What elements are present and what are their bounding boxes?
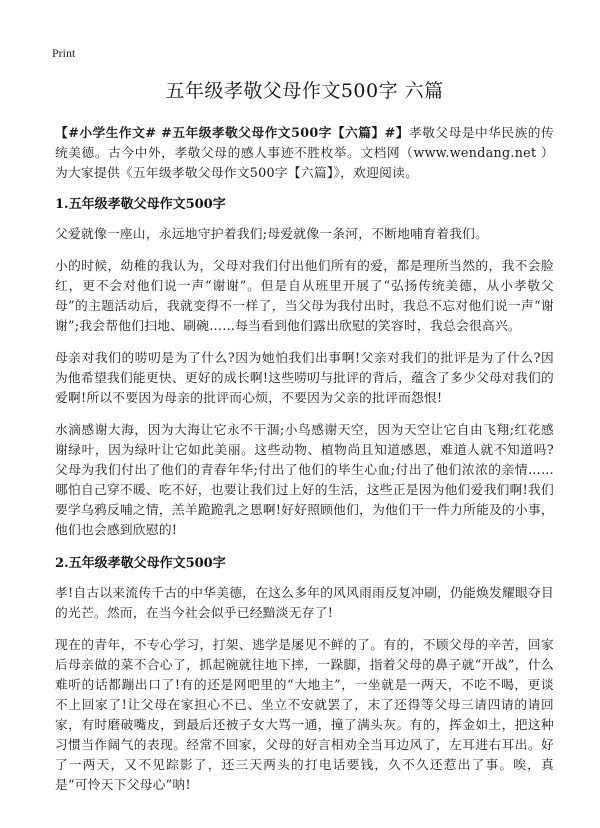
section-1-paragraph-2: 小的时候，幼稚的我认为，父母对我们付出他们所有的爱，都是理所当然的，我不会脸红，更不会对他们说一声“谢谢”。但是自从班里开展了“弘扬传统美德，从小孝敬父母”的主题活动后，我就变得不一样了，当父母为我付出时，我总不忘对他们说一声“谢谢”;我会帮他们扫地、刷碗……每当看到他们露出欣慰的笑容时，我总会很高兴。 <box>55 258 554 333</box>
section-2-paragraph-1: 孝!自古以来流传千古的中华美德，在这么多年的风风雨雨反复冲刷，仍能焕发耀眼夺目的光芒。然而，在当今社会似乎已经黯淡无存了! <box>55 585 554 620</box>
document-page <box>55 76 554 807</box>
section-heading: 2.五年级孝敬父母作文500字 <box>55 556 226 571</box>
section-heading: 1.五年级孝敬父母作文500字 <box>55 197 226 212</box>
section-2-paragraph-2: 现在的青年，不专心学习，打架、逃学是屡见不鲜的了。有的，不顾父母的辛苦，回家后母亲做的菜不合心了，抓起碗就往地下摔，一跺脚，指着父母的鼻子就“开战”，什么难听的话都蹦出口了!有的还是网吧里的“大地主”，一坐就是一两天，不吃不喝，更谈不上回家了!让父母在家担心不已、坐立不安就罢了，末了还得等父母三请四请的请回家，有时磨破嘴皮，到最后还被子女大骂一通，撞了满头灰。有的，挥金如土，把这种习惯当作阔气的表现。经常不回家，父母的好言相劝全当耳边风了，左耳进右耳出。好了一两天，又不见踪影了，还三天两头的打电话要钱，久不久还惹出了事。唉，真是“可怜天下父母心”呐! <box>55 637 554 792</box>
print-label: Print <box>52 46 76 60</box>
page-title: 五年级孝敬父母作文500字 六篇 <box>165 80 444 102</box>
section-1-paragraph-4: 水滴感谢大海，因为大海让它永不干涸;小鸟感谢天空，因为天空让它自由飞翔;红花感谢绿叶，因为绿叶让它如此美丽。这些动物、植物尚且知道感恩，难道人就不知道吗?父母为我们付出了他们的青春年华;付出了他们的毕生心血;付出了他们浓浓的亲情……哪怕自己穿不暖、吃不好，也要让我们过上好的生活，这些正是因为他们爱我们啊!我们要学乌鸦反哺之情，羔羊跪跪乳之恩啊!好好照顾他们，为他们干一件力所能及的小事，他们也会感到欣慰的! <box>55 422 554 537</box>
section-1-paragraph-3: 母亲对我们的唠叨是为了什么?因为她怕我们出事啊!父亲对我们的批评是为了什么?因为他希望我们能更快、更好的成长啊!这些唠叨与批评的背后，蕴含了多少父母对我们的爱啊!所以不要因为母亲的批评而心烦，不要因为父亲的批评而怨恨! <box>55 350 554 405</box>
section-1-paragraph-1: 父爱就像一座山，永远地守护着我们;母爱就像一条河，不断地哺育着我们。 <box>55 226 489 241</box>
intro-tags: 【#小学生作文# #五年级孝敬父母作文500字【六篇】#】 <box>55 125 410 140</box>
intro-text: 孝敬父母是中华民族的传统美德。古今中外，孝敬父母的感人事迹不胜枚举。文档网（www.wendang.net ）为大家提供《五年级孝敬父母作文500字【六篇】》，欢迎阅读。 <box>55 125 554 180</box>
intro-paragraph <box>55 123 554 183</box>
